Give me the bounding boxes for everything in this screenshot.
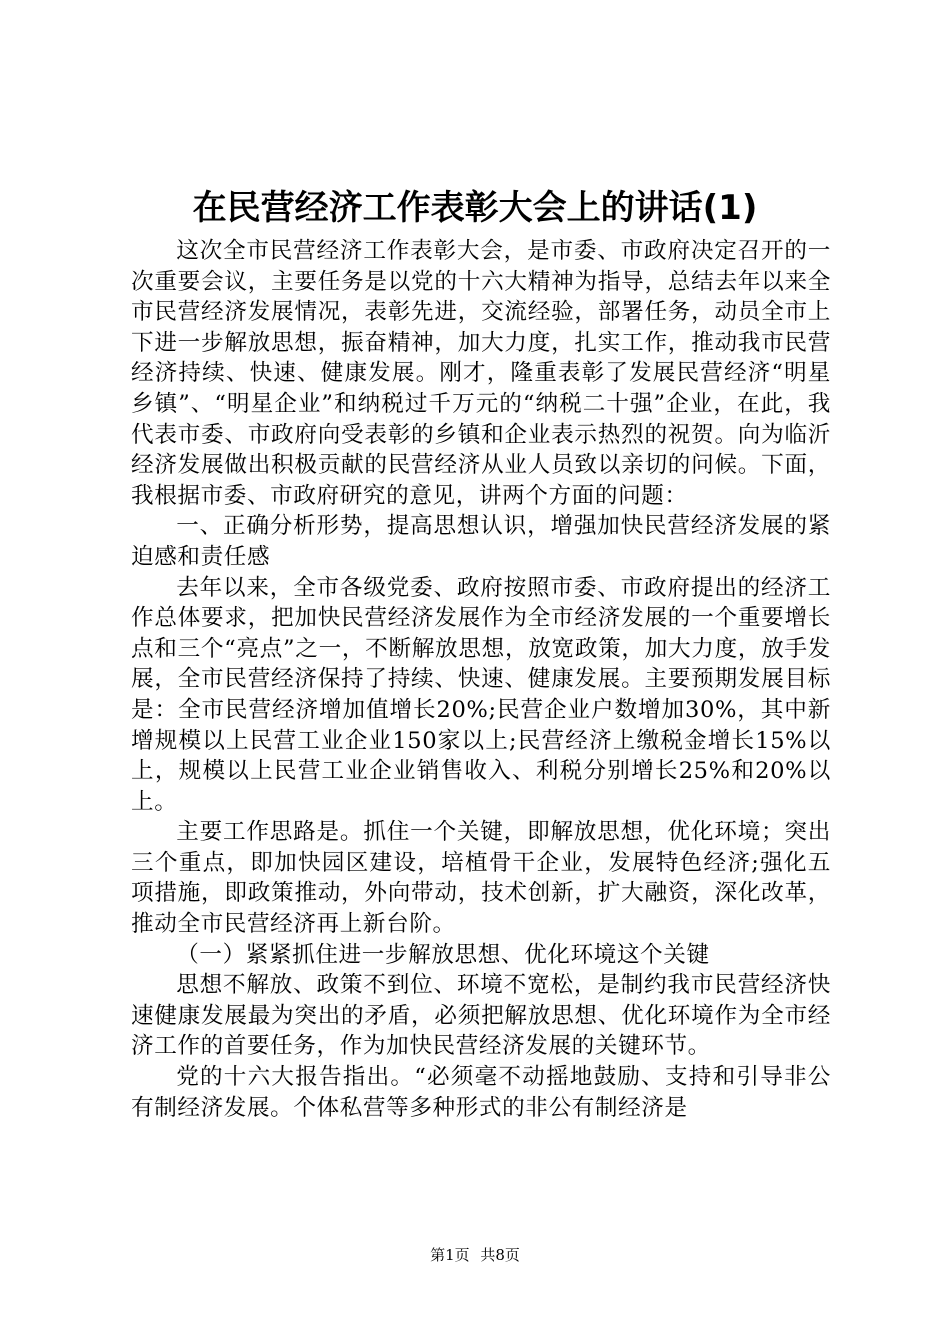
page-footer xyxy=(0,1245,950,1265)
paragraph-intro: 这次全市民营经济工作表彰大会，是市委、市政府决定召开的一次重要会议，主要任务是以党的十六大精神为指导，总结去年以来全市民营经济发展情况，表彰先进，交流经验，部署任务，动员全市上下进一步解放思想，振奋精神，加大力度，扎实工作，推动我市民营经济持续、快速、健康发展。刚才，隆重表彰了发展民营经济“明星乡镇”、“明星企业”和纳税过千万元的“纳税二十强”企业，在此，我代表市委、市政府向受表彰的乡镇和企业表示热烈的祝贺。向为临沂经济发展做出积极贡献的民营经济从业人员致以亲切的问候。下面，我根据市委、市政府研究的意见，讲两个方面的问题： xyxy=(131,238,831,509)
paragraph-party-report: 党的十六大报告指出。“必须毫不动摇地鼓励、支持和引导非公有制经济发展。个体私营等多种形式的非公有制经济是 xyxy=(131,1064,831,1121)
paragraph-work-approach: 主要工作思路是。抓住一个关键，即解放思想，优化环境；突出三个重点，即加快园区建设，培植骨干企业，发展特色经济;强化五项措施，即政策推动，外向带动，技术创新，扩大融资，深化改革，推动全市民营经济再上新台阶。 xyxy=(131,819,831,938)
paragraph-subheading-1: （一）紧紧抓住进一步解放思想、优化环境这个关键 xyxy=(176,941,710,968)
document-title: 在民营经济工作表彰大会上的讲话(1) xyxy=(192,188,758,228)
document-body xyxy=(131,236,831,1123)
total-pages: 共8页 xyxy=(480,1246,520,1264)
paragraph-thought-liberation: 思想不解放、政策不到位、环境不宽松，是制约我市民营经济快速健康发展最为突出的矛盾，必须把解放思想、优化环境作为全市经济工作的首要任务，作为加快民营经济发展的关键环节。 xyxy=(131,972,831,1060)
page-number: 第1页 xyxy=(430,1246,470,1264)
paragraph-progress: 去年以来，全市各级党委、政府按照市委、市政府提出的经济工作总体要求，把加快民营经济发展作为全市经济发展的一个重要增长点和三个“亮点”之一，不断解放思想，放宽政策，加大力度，放手发展，全市民营经济保持了持续、快速、健康发展。主要预期发展目标是：全市民营经济增加值增长20%;民营企业户数增加30%，其中新增规模以上民营工业企业150家以上;民营经济上缴税金增长15%以上，规模以上民营工业企业销售收入、利税分别增长25%和20%以上。 xyxy=(131,574,831,815)
paragraph-section-heading-1: 一、正确分析形势，提高思想认识，增强加快民营经济发展的紧迫感和责任感 xyxy=(131,513,831,570)
